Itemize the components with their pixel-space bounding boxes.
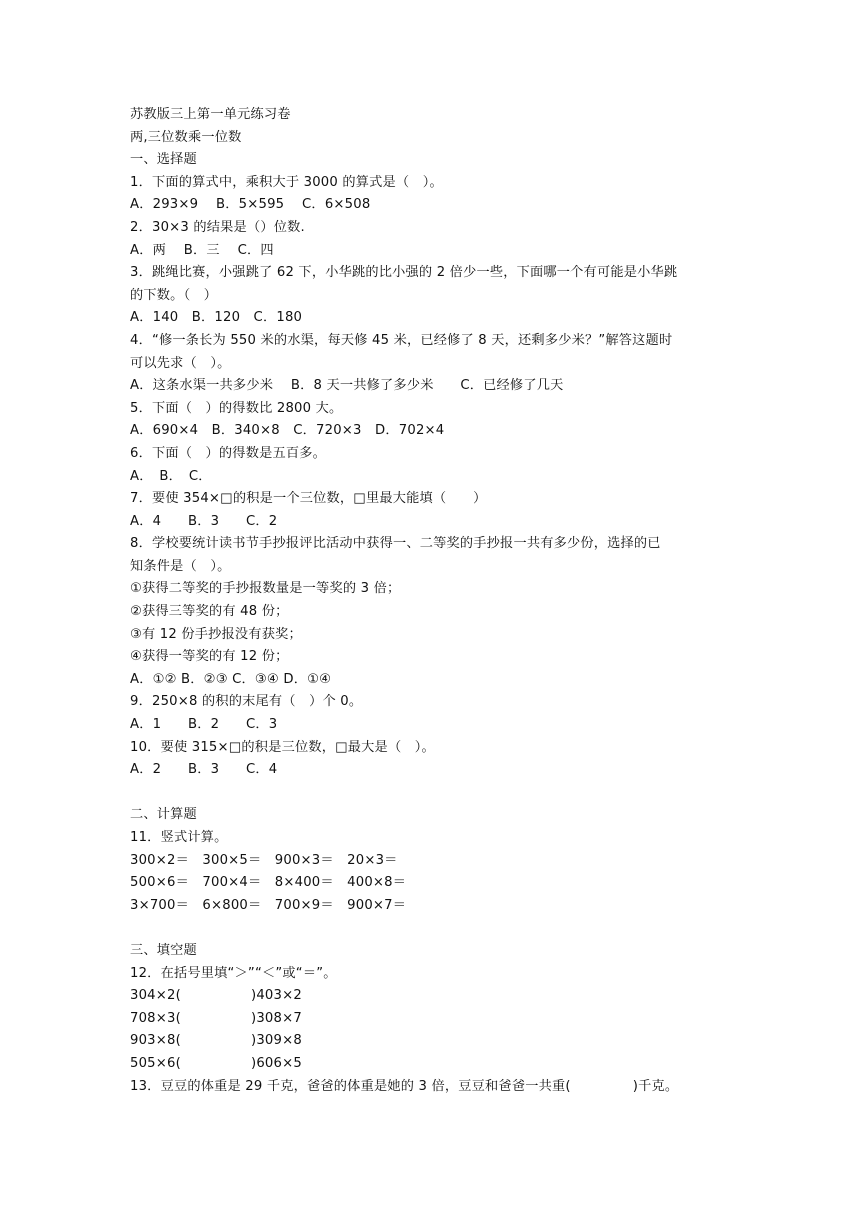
question-stem-continued: 可以先求（ ）。 xyxy=(130,355,231,371)
question-stem xyxy=(130,1076,736,1099)
question-stem-continued: 知条件是（ ）。 xyxy=(130,558,231,574)
worksheet-subtitle: 两,三位数乘一位数 xyxy=(130,129,242,145)
question-stem: 5．下面（ ）的得数比 2800 大。 xyxy=(130,400,343,416)
question-stem: 7．要使 354×□的积是一个三位数，□里最大能填（ ） xyxy=(130,491,487,507)
condition-item: ④获得一等奖的有 12 份； xyxy=(130,649,289,665)
question-text: 13．豆豆的体重是 29 千克，爸爸的体重是她的 3 倍，豆豆和爸爸一共重( xyxy=(130,1078,571,1094)
question-options: A． B． C． xyxy=(130,468,212,484)
question-options: A．①② B．②③ C．③④ D．①④ xyxy=(130,671,332,687)
section-heading: 一、选择题 xyxy=(130,152,197,168)
calc-row: 300×2＝ 300×5＝ 900×3＝ 20×3＝ xyxy=(130,852,398,868)
question-stem: 1．下面的算式中，乘积大于 3000 的算式是（ ）。 xyxy=(130,174,443,190)
question-stem: 8．学校要统计读书节手抄报评比活动中获得一、二等奖的手抄报一共有多少份，选择的已 xyxy=(130,536,661,552)
worksheet xyxy=(130,104,736,1098)
compare-right: )403×2 xyxy=(250,988,302,1004)
section-heading: 二、计算题 xyxy=(130,807,197,823)
calc-row: 3×700＝ 6×800＝ 700×9＝ 900×7＝ xyxy=(130,897,407,913)
question-stem: 4．“修一条长为 550 米的水渠，每天修 45 米，已经修了 8 天，还剩多少米？”解答这题时 xyxy=(130,332,673,348)
question-stem: 10．要使 315×□的积是三位数，□最大是（ ）。 xyxy=(130,739,435,755)
spacer xyxy=(130,917,736,940)
question-options: A．1 B．2 C．3 xyxy=(130,717,278,733)
question-options: A．2 B．3 C．4 xyxy=(130,762,278,778)
worksheet-title: 苏教版三上第一单元练习卷 xyxy=(130,107,291,122)
spacer xyxy=(130,782,736,805)
question-stem: 2．30×3 的结果是（）位数. xyxy=(130,219,305,235)
compare-right: )309×8 xyxy=(250,1033,302,1049)
compare-row xyxy=(130,985,736,1008)
compare-left: 903×8( xyxy=(130,1033,181,1049)
question-stem: 12．在括号里填“＞”“＜”或“＝”。 xyxy=(130,965,337,981)
compare-right: )606×5 xyxy=(250,1055,302,1071)
question-stem: 6．下面（ ）的得数是五百多。 xyxy=(130,445,327,461)
compare-row xyxy=(130,1030,736,1053)
compare-left: 304×2( xyxy=(130,988,181,1004)
question-options: A．140 B．120 C．180 xyxy=(130,310,303,326)
condition-item: ③有 12 份手抄报没有获奖； xyxy=(130,626,302,642)
compare-row xyxy=(130,1053,736,1076)
condition-item: ①获得二等奖的手抄报数量是一等奖的 3 倍； xyxy=(130,581,401,597)
question-options: A．690×4 B．340×8 C．720×3 D．702×4 xyxy=(130,423,445,439)
compare-right: )308×7 xyxy=(250,1010,302,1026)
question-options: A．4 B．3 C．2 xyxy=(130,513,278,529)
compare-left: 708×3( xyxy=(130,1010,181,1026)
question-stem: 9．250×8 的积的末尾有（ ）个 0。 xyxy=(130,694,363,710)
compare-left: 505×6( xyxy=(130,1055,181,1071)
question-stem-continued: 的下数。（ ） xyxy=(130,287,218,303)
question-stem: 3．跳绳比赛，小强跳了 62 下，小华跳的比小强的 2 倍少一些，下面哪一个有可能是小华跳 xyxy=(130,265,678,281)
section-heading: 三、填空题 xyxy=(130,942,197,958)
condition-item: ②获得三等奖的有 48 份； xyxy=(130,604,289,620)
question-text-end: )千克。 xyxy=(632,1078,679,1094)
question-options: A．这条水渠一共多少米 B．8 天一共修了多少米 C．已经修了几天 xyxy=(130,378,564,394)
question-options: A．293×9 B．5×595 C．6×508 xyxy=(130,197,371,213)
question-stem: 11．竖式计算。 xyxy=(130,830,228,845)
calc-row: 500×6＝ 700×4＝ 8×400＝ 400×8＝ xyxy=(130,875,407,891)
question-options: A．两 B．三 C．四 xyxy=(130,242,274,258)
compare-row xyxy=(130,1008,736,1031)
